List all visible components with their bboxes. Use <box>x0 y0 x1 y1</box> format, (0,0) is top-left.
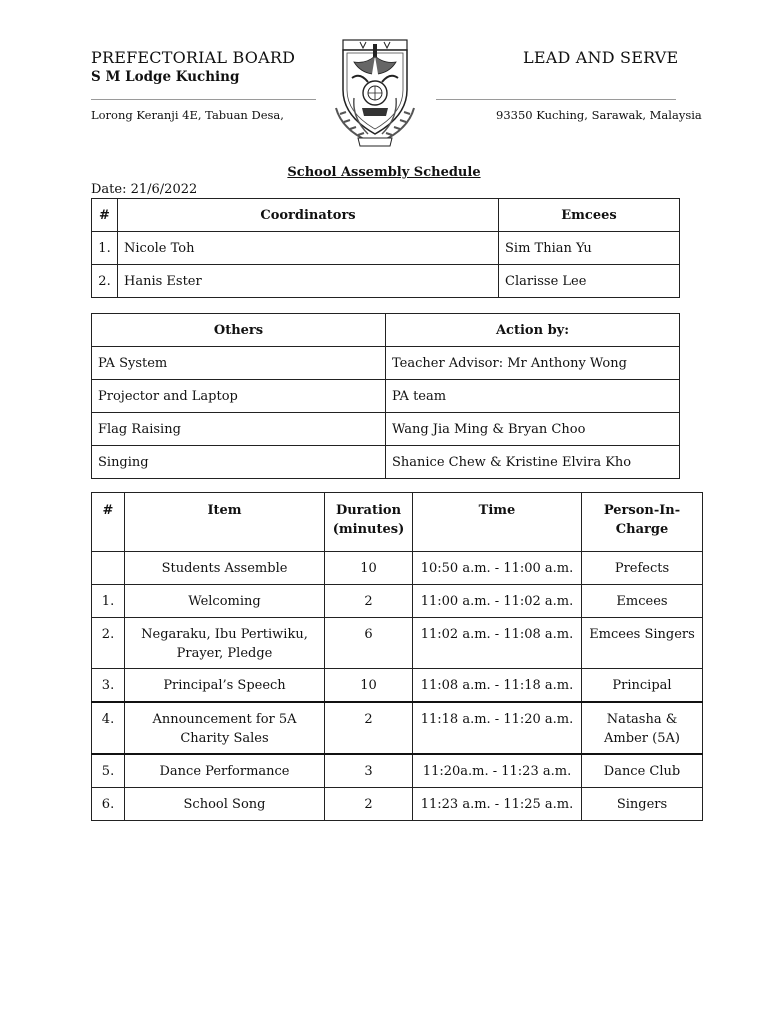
school-crest-logo <box>332 38 418 150</box>
document-title: School Assembly Schedule <box>287 165 481 180</box>
column-header: Duration (minutes) <box>325 493 413 552</box>
others-table <box>91 313 680 479</box>
table-row <box>92 585 703 618</box>
column-header: Person-In-Charge <box>582 493 703 552</box>
address-left: Lorong Keranji 4E, Tabuan Desa, <box>91 108 284 122</box>
person-in-charge-cell: Emcees Singers <box>582 618 703 669</box>
time-cell: 11:02 a.m. - 11:08 a.m. <box>413 618 582 669</box>
task-cell: Projector and Laptop <box>92 380 386 413</box>
time-cell: 10:50 a.m. - 11:00 a.m. <box>413 552 582 585</box>
table-row <box>92 347 680 380</box>
row-number: 5. <box>92 754 125 788</box>
table-row <box>92 669 703 703</box>
duration-cell: 2 <box>325 702 413 754</box>
schedule-date: Date: 21/6/2022 <box>91 182 198 197</box>
column-header: Others <box>92 314 386 347</box>
row-number: 1. <box>92 232 118 265</box>
duration-cell: 10 <box>325 669 413 703</box>
time-cell: 11:18 a.m. - 11:20 a.m. <box>413 702 582 754</box>
table-row <box>92 788 703 821</box>
board-title: PREFECTORIAL BOARD <box>91 48 296 67</box>
table-row <box>92 618 703 669</box>
column-header: Time <box>413 493 582 552</box>
column-header: # <box>92 199 118 232</box>
action-by-cell: PA team <box>386 380 680 413</box>
item-cell: Dance Performance <box>125 754 325 788</box>
item-cell: Students Assemble <box>125 552 325 585</box>
emcee-name: Sim Thian Yu <box>499 232 680 265</box>
table-row <box>92 754 703 788</box>
emcee-name: Clarisse Lee <box>499 265 680 298</box>
action-by-cell: Wang Jia Ming & Bryan Choo <box>386 413 680 446</box>
column-header: # <box>92 493 125 552</box>
time-cell: 11:20a.m. - 11:23 a.m. <box>413 754 582 788</box>
row-number <box>92 552 125 585</box>
coordinators-table <box>91 198 680 298</box>
person-in-charge-cell: Singers <box>582 788 703 821</box>
table-header-row <box>92 199 680 232</box>
action-by-cell: Teacher Advisor: Mr Anthony Wong <box>386 347 680 380</box>
column-header: Item <box>125 493 325 552</box>
row-number: 4. <box>92 702 125 754</box>
row-number: 3. <box>92 669 125 703</box>
table-row <box>92 413 680 446</box>
item-cell: Negaraku, Ibu Pertiwiku, Prayer, Pledge <box>125 618 325 669</box>
item-cell: Welcoming <box>125 585 325 618</box>
table-row <box>92 446 680 479</box>
duration-cell: 3 <box>325 754 413 788</box>
motto: LEAD AND SERVE <box>523 48 679 67</box>
person-in-charge-cell: Emcees <box>582 585 703 618</box>
duration-cell: 2 <box>325 788 413 821</box>
column-header: Emcees <box>499 199 680 232</box>
table-row <box>92 265 680 298</box>
item-cell: Announcement for 5A Charity Sales <box>125 702 325 754</box>
table-row <box>92 380 680 413</box>
table-row <box>92 702 703 754</box>
time-cell: 11:00 a.m. - 11:02 a.m. <box>413 585 582 618</box>
coordinator-name: Hanis Ester <box>118 265 499 298</box>
row-number: 1. <box>92 585 125 618</box>
row-number: 6. <box>92 788 125 821</box>
table-header-row <box>92 314 680 347</box>
coordinator-name: Nicole Toh <box>118 232 499 265</box>
row-number: 2. <box>92 618 125 669</box>
table-row <box>92 552 703 585</box>
task-cell: Flag Raising <box>92 413 386 446</box>
table-header-row <box>92 493 703 552</box>
column-header: Action by: <box>386 314 680 347</box>
person-in-charge-cell: Natasha & Amber (5A) <box>582 702 703 754</box>
person-in-charge-cell: Principal <box>582 669 703 703</box>
column-header: Coordinators <box>118 199 499 232</box>
task-cell: Singing <box>92 446 386 479</box>
item-cell: Principal’s Speech <box>125 669 325 703</box>
row-number: 2. <box>92 265 118 298</box>
duration-cell: 2 <box>325 585 413 618</box>
schedule-table <box>91 492 703 821</box>
duration-cell: 6 <box>325 618 413 669</box>
action-by-cell: Shanice Chew & Kristine Elvira Kho <box>386 446 680 479</box>
header-rule-right <box>436 99 676 100</box>
item-cell: School Song <box>125 788 325 821</box>
school-name: S M Lodge Kuching <box>91 69 240 85</box>
address-right: 93350 Kuching, Sarawak, Malaysia <box>496 108 702 122</box>
time-cell: 11:23 a.m. - 11:25 a.m. <box>413 788 582 821</box>
time-cell: 11:08 a.m. - 11:18 a.m. <box>413 669 582 703</box>
person-in-charge-cell: Dance Club <box>582 754 703 788</box>
person-in-charge-cell: Prefects <box>582 552 703 585</box>
task-cell: PA System <box>92 347 386 380</box>
table-row <box>92 232 680 265</box>
duration-cell: 10 <box>325 552 413 585</box>
header-rule-left <box>91 99 316 100</box>
